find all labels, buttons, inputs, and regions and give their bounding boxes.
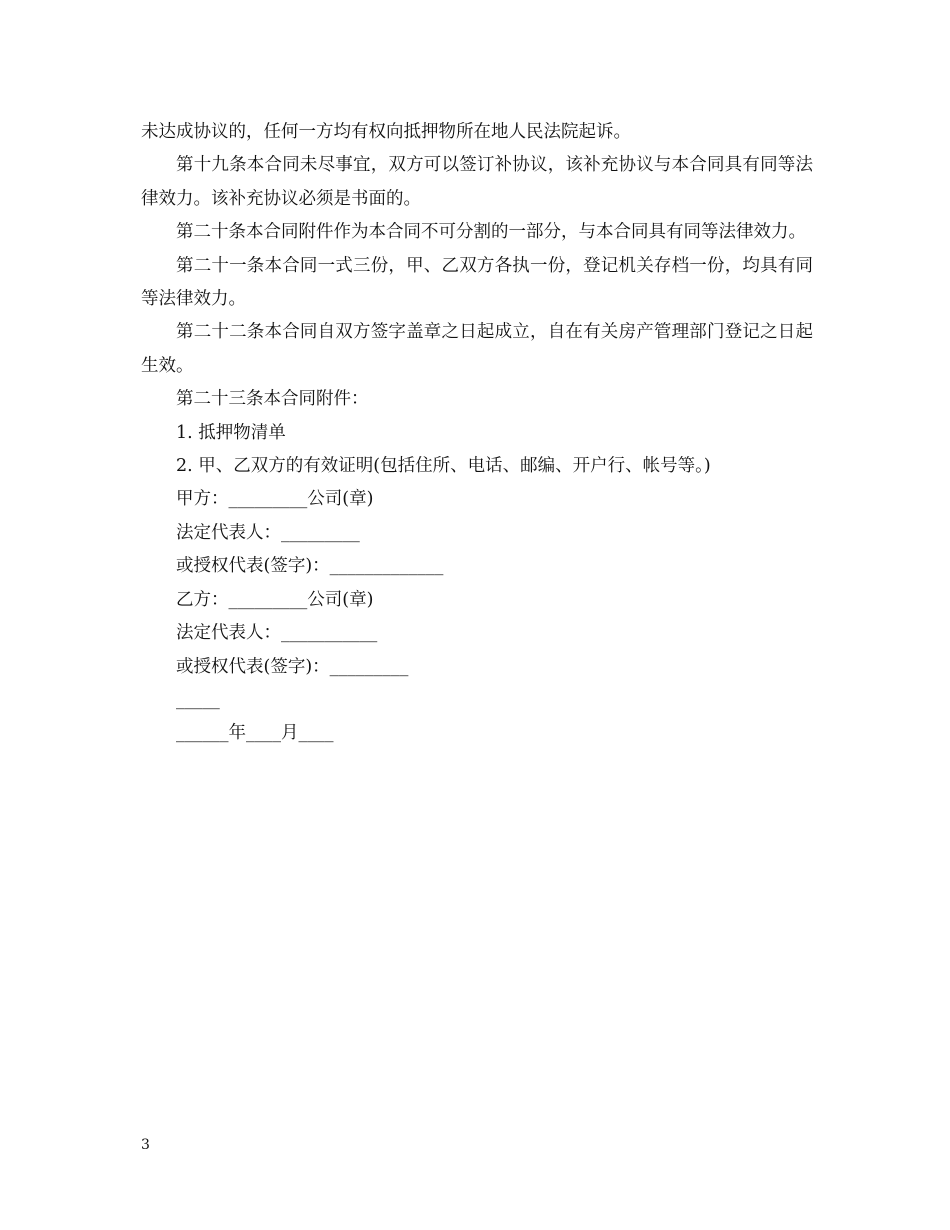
paragraph-arbitration-tail: 未达成协议的，任何一方均有权向抵押物所在地人民法院起诉。 (141, 122, 631, 142)
party-a-authorized-rep-line: 或授权代表(签字)：_____________ (176, 556, 444, 577)
party-a-company-line: 甲方：_________公司(章) (176, 489, 374, 510)
paragraph-article-23: 第二十三条本合同附件： (176, 389, 369, 410)
paragraph-article-21: 第二十一条本合同一式三份，甲、乙双方各执一份，登记机关存档一份，均具有同等法律效力。 (141, 255, 813, 310)
party-b-authorized-rep-line: 或授权代表(签字)：_________ (176, 656, 409, 677)
date-line: ______年____月____ (176, 723, 334, 744)
paragraph-article-22: 第二十二条本合同自双方签字盖章之日起成立，自在有关房产管理部门登记之日起生效。 (141, 322, 813, 376)
party-b-company-line: 乙方：_________公司(章) (176, 589, 374, 610)
party-b-legal-rep-line: 法定代表人：___________ (176, 623, 378, 644)
page-number: 3 (141, 1137, 150, 1153)
attachment-item-1: 1. 抵押物清单 (176, 422, 286, 443)
attachment-item-2: 2. 甲、乙双方的有效证明(包括住所、电话、邮编、开户行、帐号等。) (176, 456, 711, 477)
paragraph-article-19: 第十九条本合同未尽事宜，双方可以签订补协议，该补充协议与本合同具有同等法律效力。该补充协议必须是书面的。 (141, 155, 813, 209)
party-a-legal-rep-line: 法定代表人：_________ (176, 522, 360, 543)
paragraph-article-20: 第二十条本合同附件作为本合同不可分割的一部分，与本合同具有同等法律效力。 (176, 222, 806, 243)
blank-line: _____ (176, 689, 220, 710)
document-body (141, 116, 813, 751)
